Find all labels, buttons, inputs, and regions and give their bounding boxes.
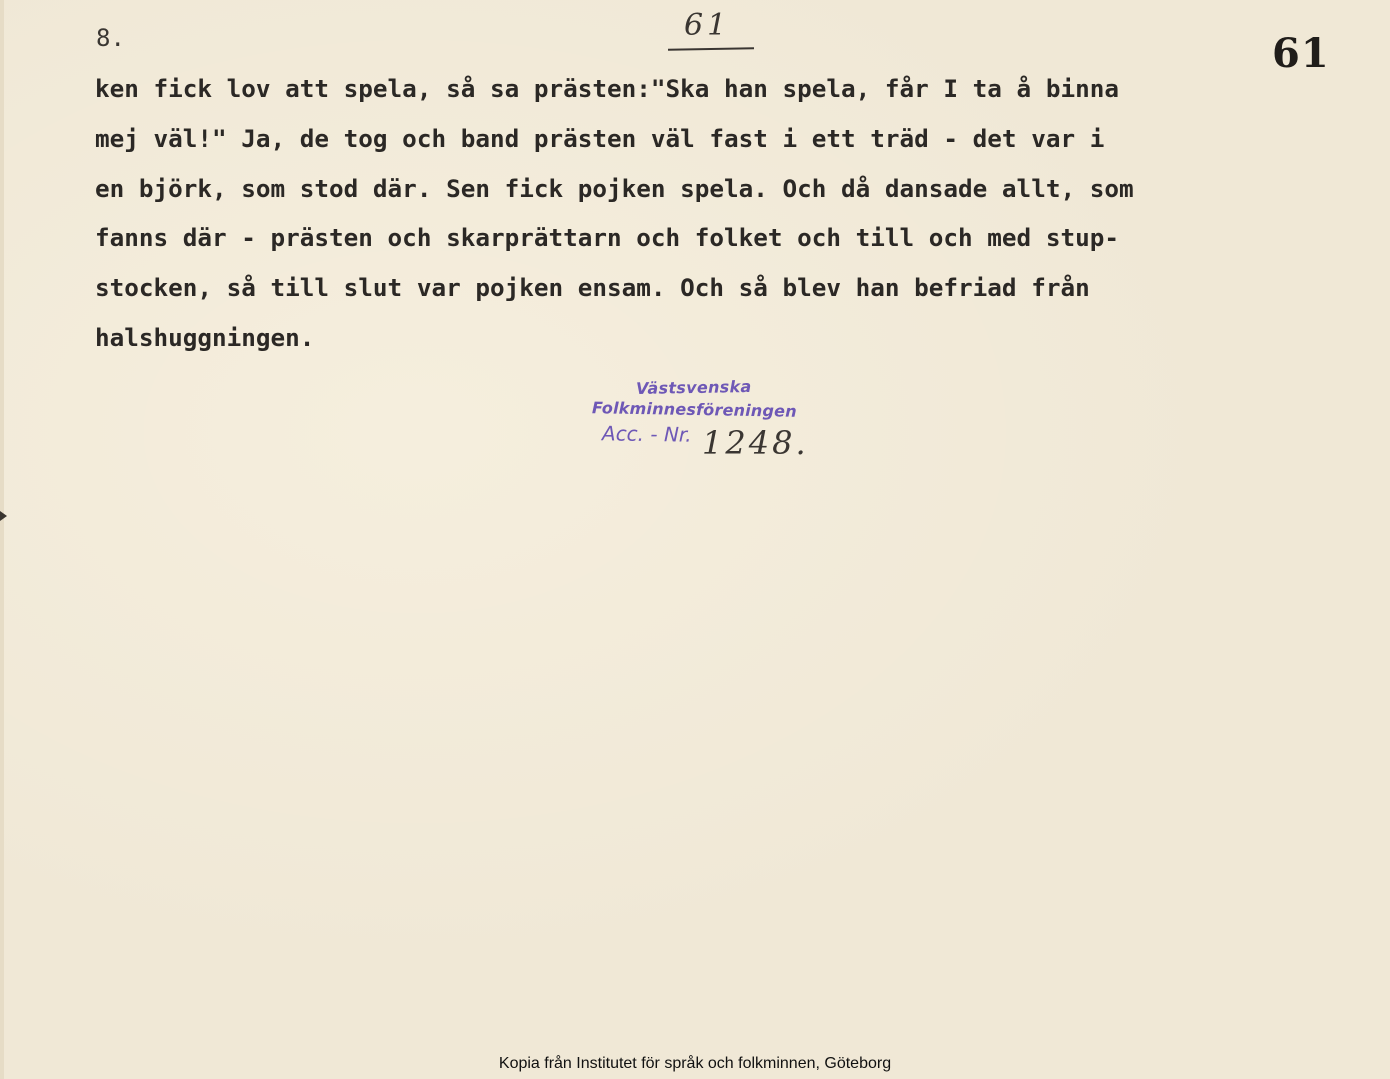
body-line: halshuggningen. bbox=[95, 322, 315, 352]
body-line: fanns där - prästen och skarprättarn och folket och till och med stup- bbox=[95, 223, 1119, 253]
body-line: ken fick lov att spela, så sa prästen:"Ska han spela, får I ta å binna bbox=[95, 74, 1119, 103]
page-number-label: 8. bbox=[96, 24, 125, 52]
stamp-accession-number: 1248. bbox=[702, 424, 809, 462]
handwritten-page-number: 61 bbox=[684, 8, 731, 43]
stamp-line-accession: Acc. - Nr. bbox=[601, 421, 692, 447]
edge-marker-arrow-icon bbox=[0, 511, 7, 521]
body-line: stocken, så till slut var pojken ensam. Och så blev han befriad från bbox=[95, 273, 1090, 303]
corner-page-number: 61 bbox=[1272, 30, 1330, 77]
archive-stamp bbox=[588, 376, 818, 466]
stamp-line-region: Västsvenska bbox=[635, 376, 752, 399]
stamp-line-society: Folkminnesföreningen bbox=[591, 398, 797, 421]
body-line: mej väl!" Ja, de tog och band prästen väl fast i ett träd - det var i bbox=[95, 123, 1105, 153]
page-left-edge bbox=[0, 0, 4, 1079]
typewritten-body bbox=[95, 70, 1195, 369]
copy-footer: Kopia från Institutet för språk och folkminnen, Göteborg bbox=[498, 1055, 892, 1072]
handwritten-underline bbox=[668, 47, 754, 51]
body-line: en björk, som stod där. Sen fick pojken spela. Och då dansade allt, som bbox=[95, 173, 1134, 203]
